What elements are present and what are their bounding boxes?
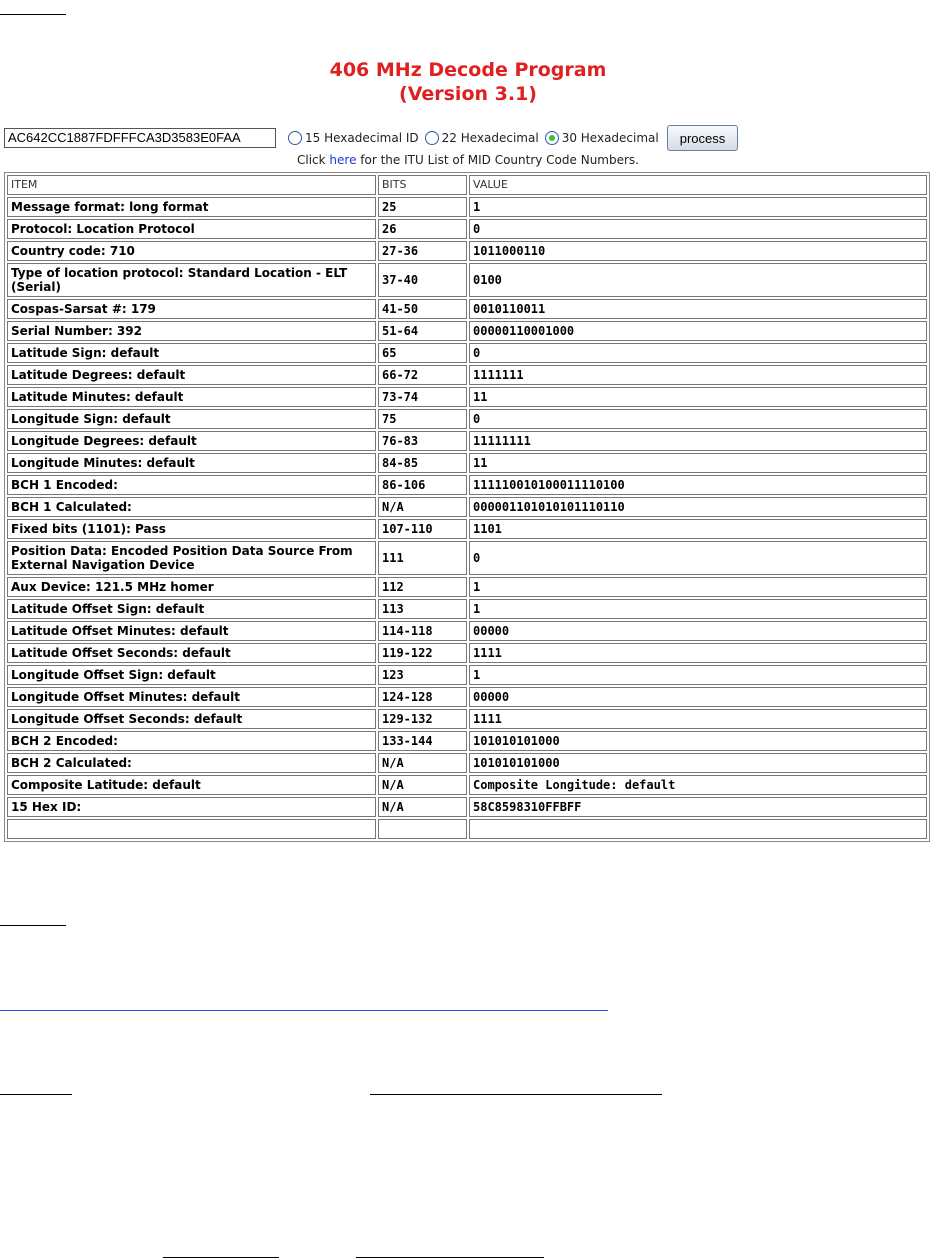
header-item: ITEM: [7, 175, 376, 195]
cell-bits: N/A: [378, 775, 467, 795]
table-row: [7, 409, 927, 429]
table-row: [7, 643, 927, 663]
cell-value: 58C8598310FFBFF: [469, 797, 927, 817]
cell-item: Message format: long format: [7, 197, 376, 217]
cell-bits: 133-144: [378, 731, 467, 751]
title-line-1: 406 MHz Decode Program: [329, 59, 607, 81]
cell-bits: 37-40: [378, 263, 467, 297]
cell-item: Aux Device: 121.5 MHz homer: [7, 577, 376, 597]
cell-bits: 123: [378, 665, 467, 685]
table-header-row: [7, 175, 927, 195]
table-row: [7, 665, 927, 685]
cell-item: Fixed bits (1101): Pass: [7, 519, 376, 539]
cell-value: 101010101000: [469, 753, 927, 773]
cell-item: Longitude Offset Minutes: default: [7, 687, 376, 707]
cell-item: Longitude Offset Seconds: default: [7, 709, 376, 729]
table-row: [7, 475, 927, 495]
cell-value: 11111111: [469, 431, 927, 451]
cell-bits: [378, 819, 467, 839]
cell-value: [469, 819, 927, 839]
cell-item: Latitude Offset Sign: default: [7, 599, 376, 619]
cell-value: 1111111: [469, 365, 927, 385]
table-row: [7, 621, 927, 641]
cell-bits: 111: [378, 541, 467, 575]
cell-value: 0: [469, 541, 927, 575]
cell-bits: 129-132: [378, 709, 467, 729]
cell-value: 00000110001000: [469, 321, 927, 341]
radio-circle-icon: [425, 131, 439, 145]
cell-value: 1011000110: [469, 241, 927, 261]
rule-4: [163, 1257, 279, 1258]
rule-5: [356, 1257, 544, 1258]
process-button[interactable]: process: [667, 125, 739, 151]
cell-value: 0: [469, 219, 927, 239]
cell-value: 111110010100011110100: [469, 475, 927, 495]
cell-value: 0100: [469, 263, 927, 297]
table-row: [7, 431, 927, 451]
cell-bits: 84-85: [378, 453, 467, 473]
cell-bits: 75: [378, 409, 467, 429]
radio-15-hex[interactable]: [288, 131, 419, 145]
cell-bits: 51-64: [378, 321, 467, 341]
table-row: [7, 197, 927, 217]
rule-1: [0, 925, 66, 926]
table-row: [7, 365, 927, 385]
header-value: VALUE: [469, 175, 927, 195]
cell-item: Longitude Minutes: default: [7, 453, 376, 473]
table-row: [7, 599, 927, 619]
table-row: [7, 753, 927, 773]
cell-value: Composite Longitude: default: [469, 775, 927, 795]
table-row: [7, 453, 927, 473]
cell-item: Longitude Degrees: default: [7, 431, 376, 451]
cell-value: 0: [469, 409, 927, 429]
table-row: [7, 797, 927, 817]
table-row: [7, 299, 927, 319]
cell-bits: 66-72: [378, 365, 467, 385]
cell-item: Longitude Sign: default: [7, 409, 376, 429]
cell-bits: N/A: [378, 797, 467, 817]
cell-bits: 113: [378, 599, 467, 619]
cell-item: BCH 2 Calculated:: [7, 753, 376, 773]
cell-value: 11: [469, 387, 927, 407]
cell-item: Composite Latitude: default: [7, 775, 376, 795]
cell-item: [7, 819, 376, 839]
cell-bits: 124-128: [378, 687, 467, 707]
radio-22-hex[interactable]: [425, 131, 539, 145]
rule-2: [0, 1094, 72, 1095]
top-underline: [0, 14, 66, 15]
note-suffix: for the ITU List of MID Country Code Numbers.: [356, 153, 639, 167]
cell-bits: 26: [378, 219, 467, 239]
cell-value: 11: [469, 453, 927, 473]
cell-bits: 107-110: [378, 519, 467, 539]
cell-item: Latitude Degrees: default: [7, 365, 376, 385]
decode-results-table: [4, 172, 930, 842]
cell-bits: N/A: [378, 753, 467, 773]
radio-30-hex-label: 30 Hexadecimal: [561, 131, 659, 145]
cell-bits: 65: [378, 343, 467, 363]
cell-value: 101010101000: [469, 731, 927, 751]
table-row: [7, 343, 927, 363]
cell-value: 1: [469, 197, 927, 217]
note-prefix: Click: [297, 153, 330, 167]
itu-list-link[interactable]: here: [329, 153, 357, 167]
cell-item: Type of location protocol: Standard Location - ELT (Serial): [7, 263, 376, 297]
cell-item: 15 Hex ID:: [7, 797, 376, 817]
cell-value: 1: [469, 665, 927, 685]
cell-item: Cospas-Sarsat #: 179: [7, 299, 376, 319]
table-row: [7, 321, 927, 341]
cell-bits: 41-50: [378, 299, 467, 319]
table-row: [7, 775, 927, 795]
table-row: [7, 519, 927, 539]
cell-bits: 86-106: [378, 475, 467, 495]
page-title: [0, 58, 936, 106]
rule-3: [370, 1094, 662, 1095]
cell-value: 0: [469, 343, 927, 363]
cell-item: BCH 2 Encoded:: [7, 731, 376, 751]
radio-22-hex-label: 22 Hexadecimal: [441, 131, 539, 145]
cell-item: Protocol: Location Protocol: [7, 219, 376, 239]
cell-value: 1101: [469, 519, 927, 539]
cell-bits: 119-122: [378, 643, 467, 663]
table-row: [7, 687, 927, 707]
table-row: [7, 387, 927, 407]
cell-item: Serial Number: 392: [7, 321, 376, 341]
cell-item: Latitude Sign: default: [7, 343, 376, 363]
header-bits: BITS: [378, 175, 467, 195]
table-row: [7, 219, 927, 239]
radio-selected-icon: [545, 131, 559, 145]
radio-circle-icon: [288, 131, 302, 145]
cell-value: 1111: [469, 709, 927, 729]
cell-bits: 76-83: [378, 431, 467, 451]
hex-input[interactable]: AC642CC1887FDFFFCA3D3583E0FAA: [4, 128, 276, 148]
cell-bits: 112: [378, 577, 467, 597]
cell-item: Latitude Minutes: default: [7, 387, 376, 407]
cell-value: 0010110011: [469, 299, 927, 319]
cell-value: 000001101010101110110: [469, 497, 927, 517]
cell-item: Longitude Offset Sign: default: [7, 665, 376, 685]
cell-value: 1: [469, 577, 927, 597]
table-row: [7, 731, 927, 751]
link-underline: [0, 1010, 608, 1011]
cell-item: Position Data: Encoded Position Data Source From External Navigation Device: [7, 541, 376, 575]
itu-note: [0, 152, 936, 168]
radio-15-hex-label: 15 Hexadecimal ID: [305, 131, 419, 145]
cell-item: Latitude Offset Minutes: default: [7, 621, 376, 641]
cell-bits: 27-36: [378, 241, 467, 261]
cell-value: 00000: [469, 687, 927, 707]
title-line-2: (Version 3.1): [399, 83, 537, 105]
cell-value: 1: [469, 599, 927, 619]
cell-item: BCH 1 Calculated:: [7, 497, 376, 517]
cell-item: BCH 1 Encoded:: [7, 475, 376, 495]
cell-bits: 114-118: [378, 621, 467, 641]
cell-value: 00000: [469, 621, 927, 641]
cell-item: Latitude Offset Seconds: default: [7, 643, 376, 663]
table-row: [7, 709, 927, 729]
table-row: [7, 577, 927, 597]
cell-bits: 25: [378, 197, 467, 217]
table-row: [7, 241, 927, 261]
table-row: [7, 497, 927, 517]
cell-bits: 73-74: [378, 387, 467, 407]
cell-value: 1111: [469, 643, 927, 663]
cell-item: Country code: 710: [7, 241, 376, 261]
cell-bits: N/A: [378, 497, 467, 517]
table-row: [7, 541, 927, 575]
table-row: [7, 819, 927, 839]
table-row: [7, 263, 927, 297]
decode-form: [4, 125, 738, 151]
radio-30-hex[interactable]: [545, 131, 659, 145]
